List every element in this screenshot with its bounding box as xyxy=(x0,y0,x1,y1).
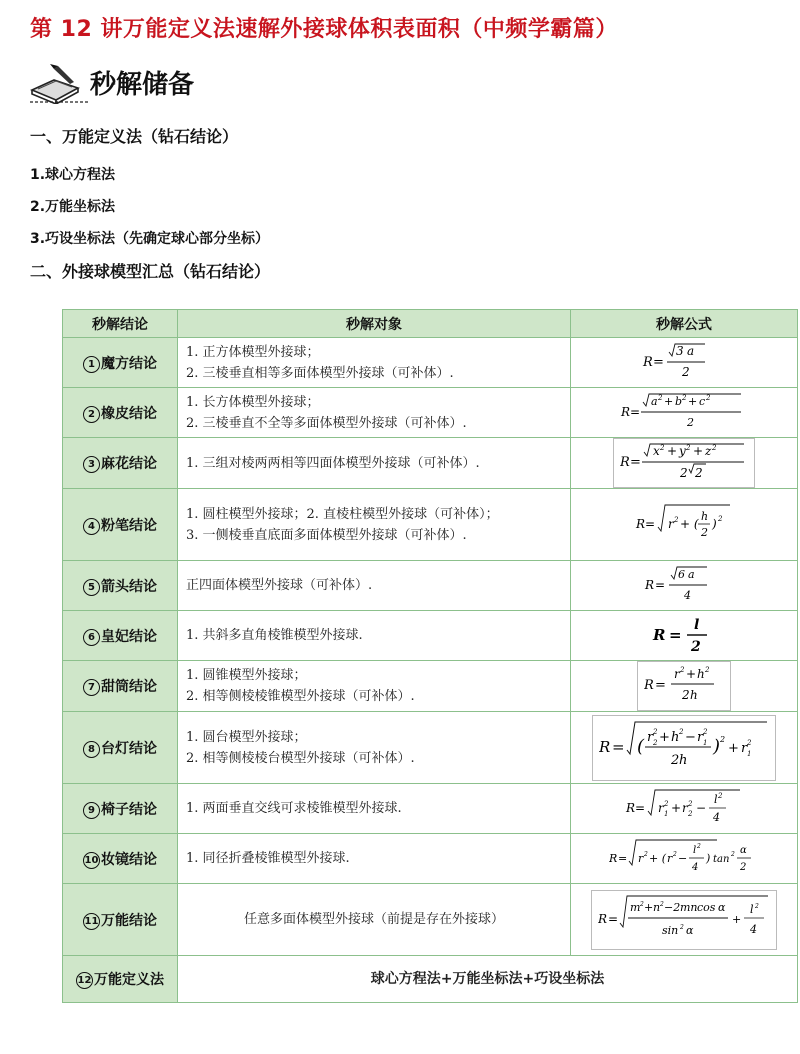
svg-text:R: R xyxy=(645,577,655,592)
column-header: 秒解对象 xyxy=(178,310,571,338)
svg-text:h: h xyxy=(690,688,698,702)
svg-text:−: − xyxy=(696,800,707,815)
conclusion-name: 12 万能定义法 xyxy=(63,956,178,1003)
row-number-badge: 6 xyxy=(83,629,100,646)
table-row xyxy=(63,611,798,661)
svg-text:+: + xyxy=(732,912,742,926)
svg-text:2: 2 xyxy=(674,515,679,524)
conclusion-name: 6 皇妃结论 xyxy=(63,611,178,661)
svg-text:R: R xyxy=(643,354,653,370)
row-number-badge: 1 xyxy=(83,356,100,373)
svg-text:r: r xyxy=(741,740,748,756)
svg-text:−: − xyxy=(685,729,696,745)
svg-text:2: 2 xyxy=(660,444,665,452)
svg-text:): ) xyxy=(712,516,717,531)
svg-text:h: h xyxy=(701,509,709,523)
svg-text:2: 2 xyxy=(680,466,688,480)
svg-text:2: 2 xyxy=(740,861,747,873)
formula xyxy=(649,613,719,655)
svg-text:R: R xyxy=(609,851,618,865)
svg-text:+: + xyxy=(659,729,670,745)
target-description: 正四面体模型外接球（可补体）. xyxy=(178,561,571,611)
svg-text:2: 2 xyxy=(653,727,658,736)
svg-text:2: 2 xyxy=(687,415,694,429)
row-number-badge: 9 xyxy=(83,802,100,819)
svg-text:4: 4 xyxy=(684,588,691,602)
svg-text:+: + xyxy=(667,444,678,458)
svg-text:c: c xyxy=(699,394,706,408)
table-row xyxy=(63,884,798,956)
svg-text:l: l xyxy=(694,616,700,633)
row-number-badge: 8 xyxy=(83,741,100,758)
svg-text:2: 2 xyxy=(640,900,644,908)
book-pen-icon xyxy=(28,60,90,104)
svg-text:h: h xyxy=(671,729,680,745)
svg-text:cos: cos xyxy=(697,900,716,914)
svg-text:=: = xyxy=(608,911,619,926)
svg-text:4: 4 xyxy=(692,861,699,873)
svg-text:=: = xyxy=(655,577,666,592)
target-description: 1. 长方体模型外接球； 2. 三棱垂直不全等多面体模型外接球（可补体）. xyxy=(178,388,571,438)
table-row xyxy=(63,489,798,561)
svg-text:+: + xyxy=(688,394,698,408)
svg-text:2: 2 xyxy=(664,799,669,808)
table-row xyxy=(63,338,798,388)
svg-text:2: 2 xyxy=(718,791,723,800)
method-item-1: 1.球心方程法 xyxy=(30,167,116,183)
svg-text:2: 2 xyxy=(680,923,684,931)
method-summary: 球心方程法+万能坐标法+巧设坐标法 xyxy=(178,956,798,1003)
svg-text:sin: sin xyxy=(662,923,679,937)
svg-text:R: R xyxy=(599,737,611,756)
svg-text:R: R xyxy=(621,404,631,419)
formula xyxy=(634,501,734,545)
sphere-model-table xyxy=(62,309,798,1003)
svg-text:+ (: + ( xyxy=(649,851,667,865)
formula-cell xyxy=(571,661,798,712)
table-row xyxy=(63,388,798,438)
target-description: 1. 两面垂直交线可求棱锥模型外接球. xyxy=(178,784,571,834)
formula xyxy=(644,664,724,704)
svg-text:3: 3 xyxy=(676,343,684,358)
svg-text:1: 1 xyxy=(664,809,669,818)
svg-text:2: 2 xyxy=(680,666,685,674)
svg-text:l: l xyxy=(693,844,697,856)
formula-cell xyxy=(571,712,798,784)
formula-cell xyxy=(571,489,798,561)
svg-text:2: 2 xyxy=(660,900,664,908)
svg-text:2: 2 xyxy=(644,850,648,858)
svg-text:R: R xyxy=(626,800,636,815)
svg-text:l: l xyxy=(714,792,718,806)
formula xyxy=(624,786,744,828)
svg-text:r: r xyxy=(668,516,674,531)
svg-text:4: 4 xyxy=(750,922,757,936)
svg-text:2: 2 xyxy=(755,902,759,910)
banner-text: 秒解储备 xyxy=(90,70,195,100)
svg-text:2: 2 xyxy=(686,444,691,452)
table-row xyxy=(63,956,798,1003)
svg-text:R: R xyxy=(653,625,666,644)
svg-text:2: 2 xyxy=(653,738,658,747)
formula xyxy=(598,893,770,943)
svg-text:r: r xyxy=(647,729,654,745)
svg-text:=: = xyxy=(655,678,666,693)
svg-text:2: 2 xyxy=(747,738,752,747)
svg-text:2: 2 xyxy=(701,525,708,539)
table-header-row xyxy=(63,310,798,338)
formula-cell xyxy=(571,338,798,388)
svg-text:=: = xyxy=(630,455,641,470)
svg-text:2: 2 xyxy=(682,688,690,702)
target-description: 1. 圆台模型外接球； 2. 相等侧棱棱台模型外接球（可补体）. xyxy=(178,712,571,784)
target-description: 1. 三组对棱两两相等四面体模型外接球（可补体）. xyxy=(178,438,571,489)
method-item-3: 3.巧设坐标法（先确定球心部分坐标） xyxy=(30,231,270,247)
table-row xyxy=(63,834,798,884)
svg-text:x: x xyxy=(653,444,660,458)
svg-text:α: α xyxy=(718,900,726,914)
svg-text:=: = xyxy=(653,354,664,370)
svg-text:=: = xyxy=(612,737,625,756)
svg-text:=: = xyxy=(618,851,628,865)
formula xyxy=(599,718,769,774)
svg-text:2: 2 xyxy=(671,752,680,768)
svg-text:−2: −2 xyxy=(664,900,681,914)
svg-text:2: 2 xyxy=(658,393,663,402)
svg-text:r: r xyxy=(658,800,664,815)
conclusion-name: 11 万能结论 xyxy=(63,884,178,956)
svg-text:α: α xyxy=(686,923,694,937)
target-description: 1. 正方体模型外接球； 2. 三棱垂直相等多面体模型外接球（可补体）. xyxy=(178,338,571,388)
formula xyxy=(620,441,748,481)
svg-text:2: 2 xyxy=(688,799,693,808)
section-banner xyxy=(28,60,218,104)
svg-text:α: α xyxy=(740,844,747,856)
svg-text:+: + xyxy=(664,394,674,408)
svg-text:1: 1 xyxy=(747,749,752,758)
svg-text:r: r xyxy=(682,800,688,815)
formula xyxy=(609,836,759,878)
svg-text:1: 1 xyxy=(703,738,708,747)
svg-text:h: h xyxy=(697,667,705,681)
svg-text:2: 2 xyxy=(703,727,708,736)
svg-text:2: 2 xyxy=(688,809,693,818)
svg-text:2: 2 xyxy=(712,444,717,452)
formula xyxy=(639,341,729,381)
svg-text:a: a xyxy=(687,343,695,358)
svg-text:r: r xyxy=(674,667,680,681)
svg-text:n: n xyxy=(653,900,661,914)
target-description: 1. 圆柱模型外接球；2. 直棱柱模型外接球（可补体）； 3. 一侧棱垂直底面多面体模型外接球（可补体）. xyxy=(178,489,571,561)
svg-text:tan: tan xyxy=(713,853,730,865)
table-row xyxy=(63,712,798,784)
svg-text:+: + xyxy=(728,740,739,756)
svg-text:r: r xyxy=(667,851,673,865)
formula-cell xyxy=(571,834,798,884)
conclusion-name: 10 妆镜结论 xyxy=(63,834,178,884)
conclusion-name: 1 魔方结论 xyxy=(63,338,178,388)
svg-text:+: + xyxy=(671,800,682,815)
table-row xyxy=(63,661,798,712)
svg-text:2: 2 xyxy=(705,666,710,674)
svg-text:m: m xyxy=(630,900,641,914)
conclusion-name: 9 椅子结论 xyxy=(63,784,178,834)
svg-text:2: 2 xyxy=(673,850,677,858)
table-row xyxy=(63,784,798,834)
svg-text:+: + xyxy=(686,667,697,681)
svg-text:l: l xyxy=(750,902,754,916)
svg-text:4: 4 xyxy=(713,810,720,824)
svg-text:2: 2 xyxy=(682,364,690,379)
conclusion-name: 8 台灯结论 xyxy=(63,712,178,784)
svg-text:+ (: + ( xyxy=(680,516,699,531)
svg-text:z: z xyxy=(705,444,712,458)
svg-text:2: 2 xyxy=(697,842,701,850)
row-number-badge: 5 xyxy=(83,579,100,596)
section-heading-2: 二、外接球模型汇总（钻石结论） xyxy=(30,262,271,281)
svg-text:R: R xyxy=(636,516,646,531)
svg-text:=: = xyxy=(645,516,656,531)
svg-text:2: 2 xyxy=(679,727,684,736)
svg-text:2: 2 xyxy=(706,393,711,402)
conclusion-name: 7 甜筒结论 xyxy=(63,661,178,712)
svg-text:6: 6 xyxy=(678,567,685,581)
svg-text:h: h xyxy=(679,752,688,768)
svg-text:y: y xyxy=(679,444,686,458)
svg-text:2: 2 xyxy=(718,514,723,523)
svg-text:−: − xyxy=(678,851,688,865)
svg-text:=: = xyxy=(635,800,646,815)
svg-text:=: = xyxy=(630,404,641,419)
svg-text:2: 2 xyxy=(682,393,687,402)
column-header: 秒解结论 xyxy=(63,310,178,338)
svg-text:2: 2 xyxy=(695,466,703,480)
svg-text:2: 2 xyxy=(691,638,701,655)
svg-text:R: R xyxy=(620,455,630,470)
svg-text:a: a xyxy=(651,394,658,408)
svg-text:): ) xyxy=(706,851,711,865)
row-number-badge: 12 xyxy=(76,972,93,989)
svg-text:+: + xyxy=(693,444,704,458)
formula-cell xyxy=(571,561,798,611)
target-description: 1. 圆锥模型外接球； 2. 相等侧棱棱锥模型外接球（可补体）. xyxy=(178,661,571,712)
svg-text:mn: mn xyxy=(680,900,698,914)
row-number-badge: 4 xyxy=(83,518,100,535)
conclusion-name: 4 粉笔结论 xyxy=(63,489,178,561)
svg-text:2: 2 xyxy=(720,734,726,744)
formula xyxy=(639,564,729,604)
conclusion-name: 5 箭头结论 xyxy=(63,561,178,611)
svg-text:): ) xyxy=(713,735,721,757)
svg-text:r: r xyxy=(638,851,644,865)
conclusion-name: 3 麻花结论 xyxy=(63,438,178,489)
formula xyxy=(619,391,749,431)
row-number-badge: 2 xyxy=(83,406,100,423)
row-number-badge: 7 xyxy=(83,679,100,696)
target-description: 任意多面体模型外接球（前提是存在外接球） xyxy=(178,884,571,956)
svg-text:(: ( xyxy=(637,735,645,757)
svg-text:b: b xyxy=(675,394,683,408)
svg-text:2: 2 xyxy=(731,850,735,858)
formula-cell xyxy=(571,388,798,438)
row-number-badge: 11 xyxy=(83,913,100,930)
svg-text:R: R xyxy=(644,678,654,693)
formula-cell xyxy=(571,784,798,834)
target-description: 1. 共斜多直角棱锥模型外接球. xyxy=(178,611,571,661)
formula-cell xyxy=(571,884,798,956)
row-number-badge: 3 xyxy=(83,456,100,473)
svg-text:+: + xyxy=(644,900,654,914)
column-header: 秒解公式 xyxy=(571,310,798,338)
svg-text:R: R xyxy=(598,911,608,926)
svg-text:=: = xyxy=(669,625,682,644)
page-title: 第 12 讲万能定义法速解外接球体积表面积（中频学霸篇） xyxy=(30,17,618,42)
table-row xyxy=(63,438,798,489)
svg-text:a: a xyxy=(688,567,695,581)
conclusion-name: 2 橡皮结论 xyxy=(63,388,178,438)
row-number-badge: 10 xyxy=(83,852,100,869)
table-row xyxy=(63,561,798,611)
target-description: 1. 同径折叠棱锥模型外接球. xyxy=(178,834,571,884)
formula-cell xyxy=(571,438,798,489)
svg-text:r: r xyxy=(697,729,704,745)
section-heading-1: 一、万能定义法（钻石结论） xyxy=(30,127,239,146)
formula-cell xyxy=(571,611,798,661)
method-item-2: 2.万能坐标法 xyxy=(30,199,116,215)
